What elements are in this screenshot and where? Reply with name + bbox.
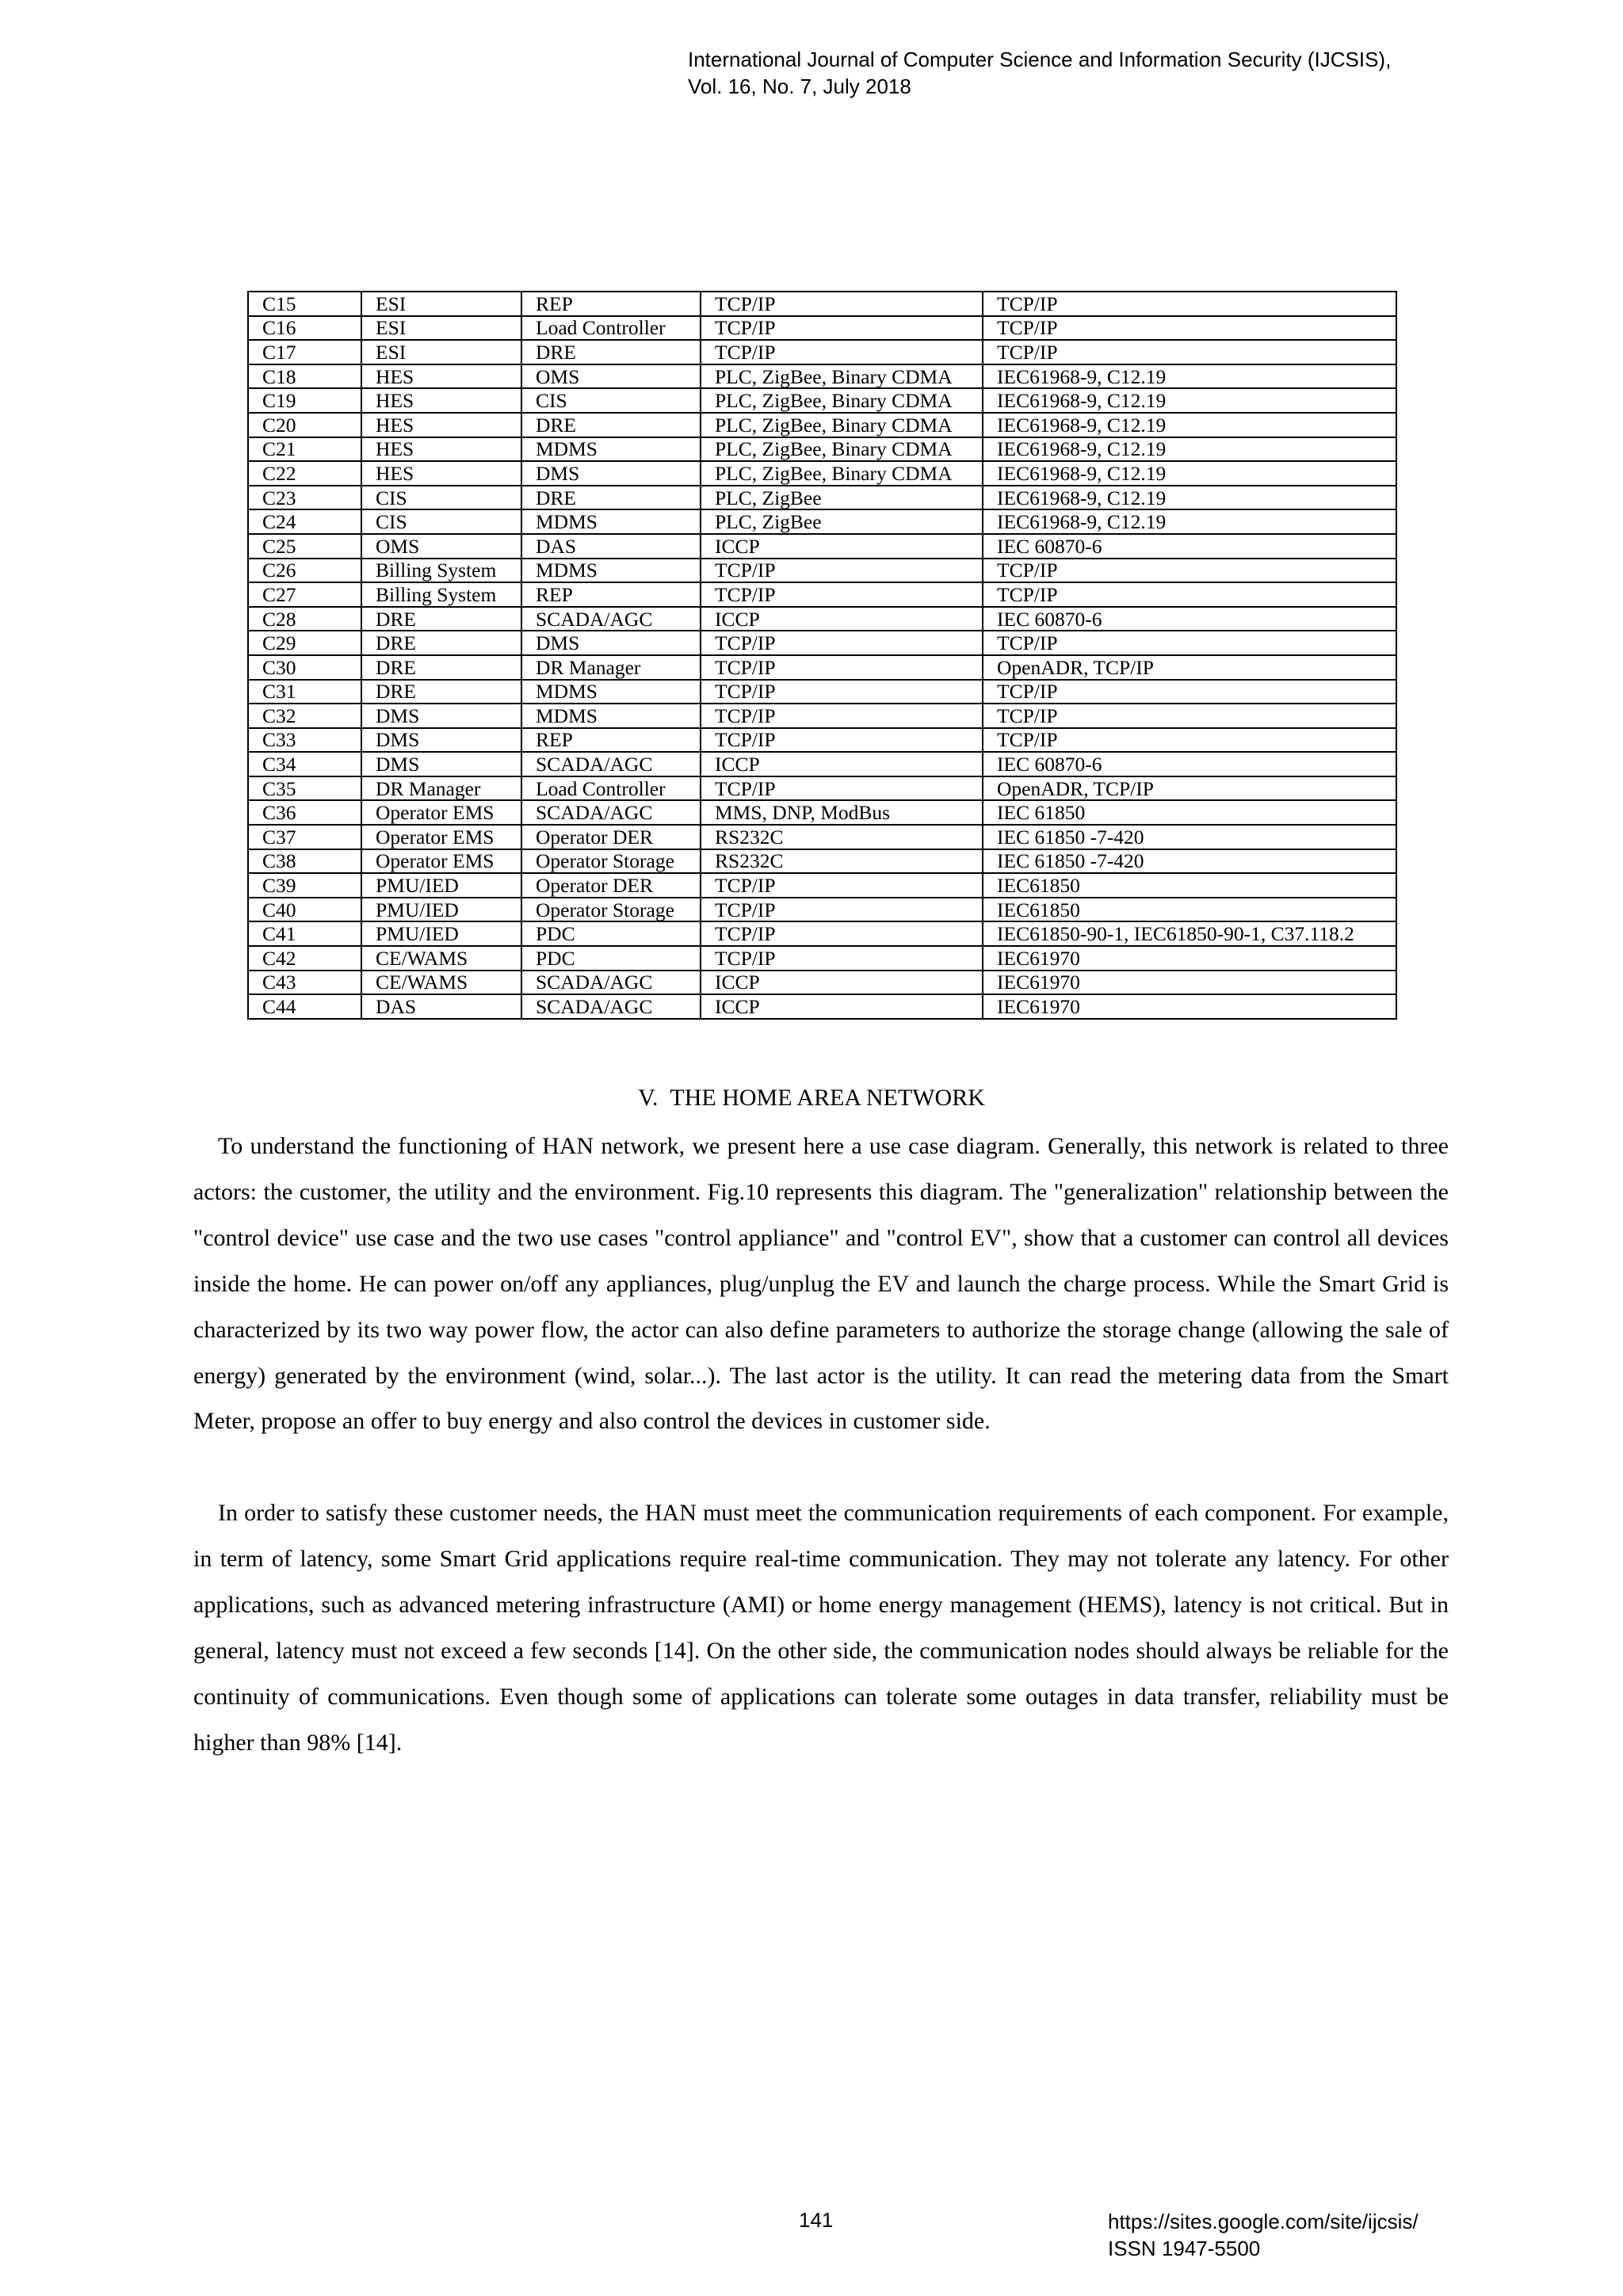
table-cell: DRE [361,680,521,704]
table-cell: IEC 60870-6 [983,752,1396,776]
table-cell: Operator EMS [361,849,521,874]
table-cell: C26 [248,559,361,583]
paragraph-1: To understand the functioning of HAN network, we present here a use case diagram. Generally, this network is related to three actors: the customer, the utility and the environment. Fig.10 represents this diagram. The "generalization" relationship between the "control device" use case and the two use cases "control appliance" and "control EV", show that a customer can control all devices inside the home. He can power on/off any appliances, plug/unplug the EV and launch the charge process. While the Smart Grid is characterized by its two way power flow, the actor can also define parameters to authorize the storage change (allowing the sale of energy) generated by the environment (wind, solar...). The last actor is the utility. It can read the metering data from the Smart Meter, propose an offer to buy energy and also control the devices in customer side. [193,1133,1449,1435]
table-cell: MMS, DNP, ModBus [701,800,983,825]
table-cell: TCP/IP [983,292,1396,316]
table-cell: Operator DER [521,825,701,849]
table-cell: DMS [361,752,521,776]
table-cell: CIS [361,486,521,510]
table-cell: Operator EMS [361,825,521,849]
table-cell: TCP/IP [983,728,1396,753]
footer-info [1108,2208,1419,2262]
table-cell: TCP/IP [701,655,983,680]
table-cell: TCP/IP [701,921,983,946]
table-cell: C38 [248,849,361,874]
table-cell: C28 [248,607,361,631]
table-cell: C41 [248,921,361,946]
table-cell: REP [521,292,701,316]
table-cell: C30 [248,655,361,680]
table-cell: PMU/IED [361,921,521,946]
table-cell: HES [361,413,521,437]
table-cell: C32 [248,704,361,728]
table-cell: REP [521,582,701,607]
table-row [248,655,1396,680]
table-cell: MDMS [521,437,701,462]
communication-table [247,291,1397,1020]
table-cell: C31 [248,680,361,704]
table-cell: TCP/IP [983,340,1396,364]
table-cell: C44 [248,994,361,1019]
table-cell: HES [361,461,521,486]
table-cell: SCADA/AGC [521,752,701,776]
table-row [248,292,1396,316]
table-cell: Operator Storage [521,898,701,922]
table-row [248,704,1396,728]
table-cell: MDMS [521,559,701,583]
table-cell: C43 [248,971,361,995]
table-cell: HES [361,437,521,462]
table-cell: TCP/IP [701,680,983,704]
footer-url[interactable]: https://sites.google.com/site/ijcsis/ [1108,2210,1419,2233]
table-row [248,971,1396,995]
table-row [248,946,1396,971]
table-cell: DAS [361,994,521,1019]
table-cell: Operator EMS [361,800,521,825]
table-row [248,873,1396,898]
table-cell: OpenADR, TCP/IP [983,776,1396,801]
table-cell: HES [361,388,521,413]
table-cell: C18 [248,364,361,389]
table-cell: DRE [521,486,701,510]
table-row [248,582,1396,607]
table-cell: IEC 61850 -7-420 [983,849,1396,874]
table-cell: RS232C [701,849,983,874]
table-row [248,388,1396,413]
table-cell: ICCP [701,994,983,1019]
table-cell: PDC [521,946,701,971]
table-cell: DRE [361,607,521,631]
table-cell: IEC61970 [983,971,1396,995]
table-cell: OMS [361,534,521,559]
table-cell: SCADA/AGC [521,971,701,995]
table-cell: Billing System [361,559,521,583]
table-cell: DRE [361,655,521,680]
table-cell: SCADA/AGC [521,800,701,825]
table-cell: IEC61970 [983,946,1396,971]
table-cell: MDMS [521,509,701,534]
table-cell: TCP/IP [701,316,983,341]
table-cell: TCP/IP [983,631,1396,655]
table-cell: DMS [361,728,521,753]
table-cell: DR Manager [361,776,521,801]
table-cell: IEC61968-9, C12.19 [983,437,1396,462]
table-cell: C35 [248,776,361,801]
table-cell: C19 [248,388,361,413]
table-row [248,486,1396,510]
table-cell: OMS [521,364,701,389]
table-cell: C25 [248,534,361,559]
table-cell: REP [521,728,701,753]
table-cell: PLC, ZigBee, Binary CDMA [701,388,983,413]
table-cell: CIS [361,509,521,534]
table-cell: MDMS [521,680,701,704]
table-cell: C40 [248,898,361,922]
table-cell: C23 [248,486,361,510]
table-cell: IEC 60870-6 [983,607,1396,631]
table-cell: TCP/IP [701,292,983,316]
table-row [248,898,1396,922]
table-cell: Load Controller [521,316,701,341]
table-row [248,413,1396,437]
journal-header [688,46,1391,100]
table-cell: Billing System [361,582,521,607]
table-row [248,607,1396,631]
table-cell: C15 [248,292,361,316]
footer-issn: ISSN 1947-5500 [1108,2237,1261,2260]
table-cell: Load Controller [521,776,701,801]
table-cell: DMS [361,704,521,728]
table-cell: ESI [361,316,521,341]
table-row [248,800,1396,825]
table-cell: CIS [521,388,701,413]
table-cell: CE/WAMS [361,946,521,971]
table-row [248,921,1396,946]
table-cell: C22 [248,461,361,486]
table-cell: DRE [521,340,701,364]
table-cell: OpenADR, TCP/IP [983,655,1396,680]
table-cell: C39 [248,873,361,898]
journal-header-line1: International Journal of Computer Science and Information Security (IJCSIS), [688,48,1392,71]
table-cell: TCP/IP [983,559,1396,583]
table-row [248,825,1396,849]
table-cell: C36 [248,800,361,825]
table-cell: TCP/IP [701,559,983,583]
table-row [248,461,1396,486]
table-cell: IEC61968-9, C12.19 [983,461,1396,486]
table-cell: C42 [248,946,361,971]
table-cell: IEC61850 [983,873,1396,898]
table-cell: C37 [248,825,361,849]
table-cell: IEC61850-90-1, IEC61850-90-1, C37.118.2 [983,921,1396,946]
table-cell: IEC 61850 -7-420 [983,825,1396,849]
table-cell: SCADA/AGC [521,994,701,1019]
table-cell: HES [361,364,521,389]
table-cell: ICCP [701,607,983,631]
table-row [248,534,1396,559]
table-cell: TCP/IP [701,873,983,898]
table-cell: CE/WAMS [361,971,521,995]
table-cell: IEC61968-9, C12.19 [983,388,1396,413]
table-row [248,994,1396,1019]
table-row [248,364,1396,389]
paragraph-2: In order to satisfy these customer needs, the HAN must meet the communication requirements of each component. For example, in term of latency, some Smart Grid applications require real-time communication. They may not tolerate any latency. For other applications, such as advanced metering infrastructure (AMI) or home energy management (HEMS), latency is not critical. But in general, latency must not exceed a few seconds [14]. On the other side, the communication nodes should always be reliable for the continuity of communications. Even though some of applications can tolerate some outages in data transfer, reliability must be higher than 98% [14]. [193,1500,1449,1756]
table-cell: PMU/IED [361,898,521,922]
table-cell: Operator Storage [521,849,701,874]
table-cell: DRE [361,631,521,655]
table-cell: TCP/IP [701,728,983,753]
table-cell: ICCP [701,534,983,559]
table-body [248,292,1396,1019]
section-title: V. THE HOME AREA NETWORK [638,1085,985,1111]
table-row [248,340,1396,364]
table-row [248,631,1396,655]
table-cell: RS232C [701,825,983,849]
table-cell: TCP/IP [701,946,983,971]
table-cell: C16 [248,316,361,341]
table-cell: C21 [248,437,361,462]
table-cell: TCP/IP [701,631,983,655]
table-cell: TCP/IP [701,582,983,607]
table-cell: IEC61968-9, C12.19 [983,509,1396,534]
table-row [248,559,1396,583]
table-cell: IEC 61850 [983,800,1396,825]
table-cell: DMS [521,461,701,486]
table-cell: TCP/IP [983,680,1396,704]
table-cell: PLC, ZigBee, Binary CDMA [701,461,983,486]
table-cell: DAS [521,534,701,559]
table-cell: PLC, ZigBee, Binary CDMA [701,413,983,437]
table-cell: PLC, ZigBee, Binary CDMA [701,364,983,389]
table-row [248,752,1396,776]
table-cell: TCP/IP [983,316,1396,341]
table-cell: PLC, ZigBee, Binary CDMA [701,437,983,462]
table-cell: Operator DER [521,873,701,898]
table-cell: TCP/IP [983,582,1396,607]
table-cell: C29 [248,631,361,655]
table-cell: ICCP [701,752,983,776]
table-cell: IEC61968-9, C12.19 [983,364,1396,389]
table-row [248,776,1396,801]
table-row [248,680,1396,704]
table-cell: ICCP [701,971,983,995]
table-cell: PLC, ZigBee [701,509,983,534]
table-row [248,316,1396,341]
table-cell: DMS [521,631,701,655]
table-cell: IEC61970 [983,994,1396,1019]
table-cell: PMU/IED [361,873,521,898]
journal-header-line2: Vol. 16, No. 7, July 2018 [688,74,911,98]
table-row [248,728,1396,753]
table-cell: C20 [248,413,361,437]
table-cell: SCADA/AGC [521,607,701,631]
table-cell: TCP/IP [701,704,983,728]
table-cell: MDMS [521,704,701,728]
table-cell: DR Manager [521,655,701,680]
table-cell: IEC61968-9, C12.19 [983,413,1396,437]
table-cell: C33 [248,728,361,753]
table-cell: IEC 60870-6 [983,534,1396,559]
table-cell: TCP/IP [701,340,983,364]
table-row [248,437,1396,462]
table-cell: C27 [248,582,361,607]
table-cell: IEC61850 [983,898,1396,922]
table-cell: IEC61968-9, C12.19 [983,486,1396,510]
table-cell: PDC [521,921,701,946]
table-cell: TCP/IP [701,776,983,801]
table-cell: DRE [521,413,701,437]
table-cell: ESI [361,340,521,364]
page-number: 141 [799,2208,834,2232]
table-row [248,509,1396,534]
table-cell: PLC, ZigBee [701,486,983,510]
table-cell: C34 [248,752,361,776]
table-cell: ESI [361,292,521,316]
table-cell: C17 [248,340,361,364]
table-cell: C24 [248,509,361,534]
table-cell: TCP/IP [983,704,1396,728]
table-cell: TCP/IP [701,898,983,922]
table-row [248,849,1396,874]
